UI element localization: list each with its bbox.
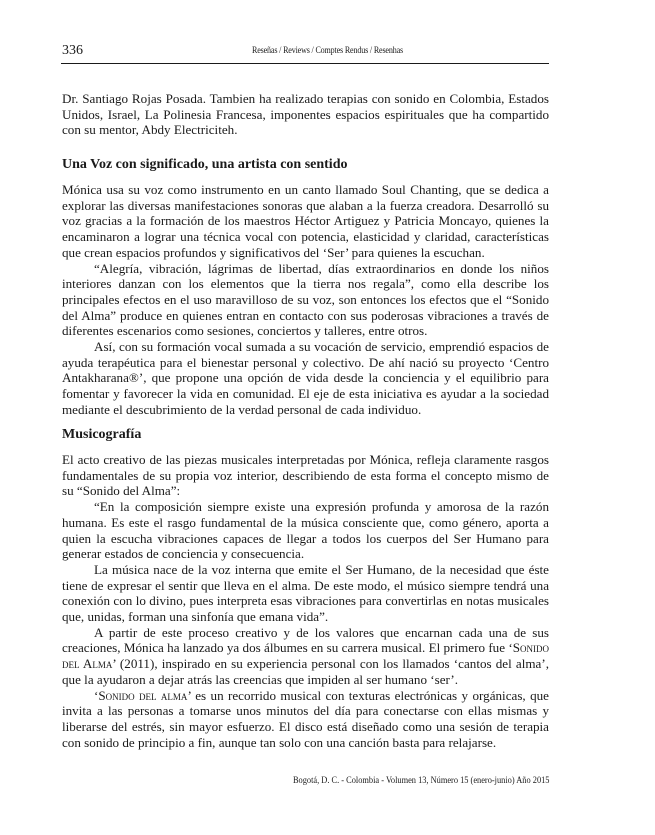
quote-paragraph: La música nace de la voz interna que emite el Ser Humano, de la necesidad que éste tiene de expresar el sentir que lleva en el alma. De este modo, el músico siempre tendrá una conexión con lo divino, pues interpreta esas vibraciones para convertirlas en notas musicales que, unidas, forman una sinfonía que emana vida”.	[62, 561, 549, 625]
text: ‘	[94, 687, 99, 703]
page-number: 336	[62, 43, 83, 58]
intro-paragraph-block	[62, 91, 549, 138]
section-heading-musicography: Musicografía	[62, 427, 142, 442]
text: A partir de este proceso creativo y de los valores que encarnan cada una de sus creaciones, Mónica ha lanzado ya dos álbumes en su carrera musical. El primero fue ‘	[62, 624, 549, 656]
section-heading-block	[62, 426, 549, 444]
paragraph: “Alegría, vibración, lágrimas de libertad, días extraordinarios en donde los niños interiores danzan con los elementos que la tierra nos regala”, como ella describe los principales efectos en el uso maravilloso de su voz, son entonces los efectos que el “Sonido del Alma” produce en quienes entran en contacto con sus poderosas vibraciones a través de diferentes escenarios como sesiones, conciertos y talleres, entre otros.	[62, 260, 549, 339]
paragraph	[62, 688, 549, 751]
album-title: Sonido del Alma	[62, 640, 549, 672]
intro-paragraph: Dr. Santiago Rojas Posada. Tambien ha realizado terapias con sonido en Colombia, Estados Unidos, Israel, La Polinesia Francesa, imponentes espacios espirituales que ha compartido con su mentor, Abdy Electriciteh.	[62, 91, 549, 138]
paragraph	[62, 625, 549, 688]
section-heading-voice: Una Voz con significado, una artista con sentido	[62, 157, 348, 172]
section-voice-body	[62, 182, 549, 418]
quote-paragraph: “En la composición siempre existe una expresión profunda y amorosa de la razón humana. Es este el rasgo fundamental de la música consciente que, como género, aporta a quien la escucha vibraciones capaces de llegar a todos los cuerpos del Ser Humano para generar estados de conciencia y consecuencia.	[62, 499, 549, 562]
header-divider	[61, 63, 549, 64]
section-heading-block	[62, 156, 549, 174]
page-footer: Bogotá, D. C. - Colombia - Volumen 13, Número 15 (enero-junio) Año 2015	[292, 776, 549, 786]
paragraph: El acto creativo de las piezas musicales interpretadas por Mónica, refleja claramente rasgos fundamentales de su propia voz interior, describiendo de esta forma el concepto mismo de su “Sonido del Alma”:	[62, 452, 549, 499]
text: ’ (2011), inspirado en su experiencia personal con los llamados ‘cantos del alma’, que la ayudaron a dejar atrás las creencias que impiden al ser humano ‘ser’.	[62, 656, 549, 687]
paragraph: Así, con su formación vocal sumada a su vocación de servicio, emprendió espacios de ayuda terapéutica para el bienestar personal y colectivo. De ahí nació su proyecto ‘Centro Antakharana®’, que propone una opción de vida desde la conciencia y el equilibrio para fomentar y favorecer la vida en comunidad. El eje de esta iniciativa es ayudar a la sociedad mediante el descubrimiento de la verdad personal de cada individuo.	[62, 339, 549, 417]
text: ’ es un recorrido musical con texturas electrónicas y orgánicas, que invita a las personas a tomarse unos minutos del día para conectarse con ellas mismas y liberarse del estrés, sin mayor esfuerzo. El disco está diseñado como una sesión de terapia con sonido de principio a fin, aunque tan solo con una canción basta para relajarse.	[62, 687, 549, 750]
section-musicography-body	[62, 452, 549, 750]
album-title: Sonido del alma	[98, 687, 188, 703]
paragraph: Mónica usa su voz como instrumento en un canto llamado Soul Chanting, que se dedica a explorar las diversas manifestaciones sonoras que alaban a la fuerza creadora. Desarrolló su voz gracias a la formación de los maestros Héctor Artiguez y Patricia Moncayo, quienes la encaminaron a lograr una técnica vocal con potencia, elasticidad y claridad, características que crean espacios profundos y significativos del ‘Ser’ para quienes la escuchan.	[62, 182, 549, 260]
running-title: Reseñas / Reviews / Comptes Rendus / Resenhas	[252, 46, 403, 56]
